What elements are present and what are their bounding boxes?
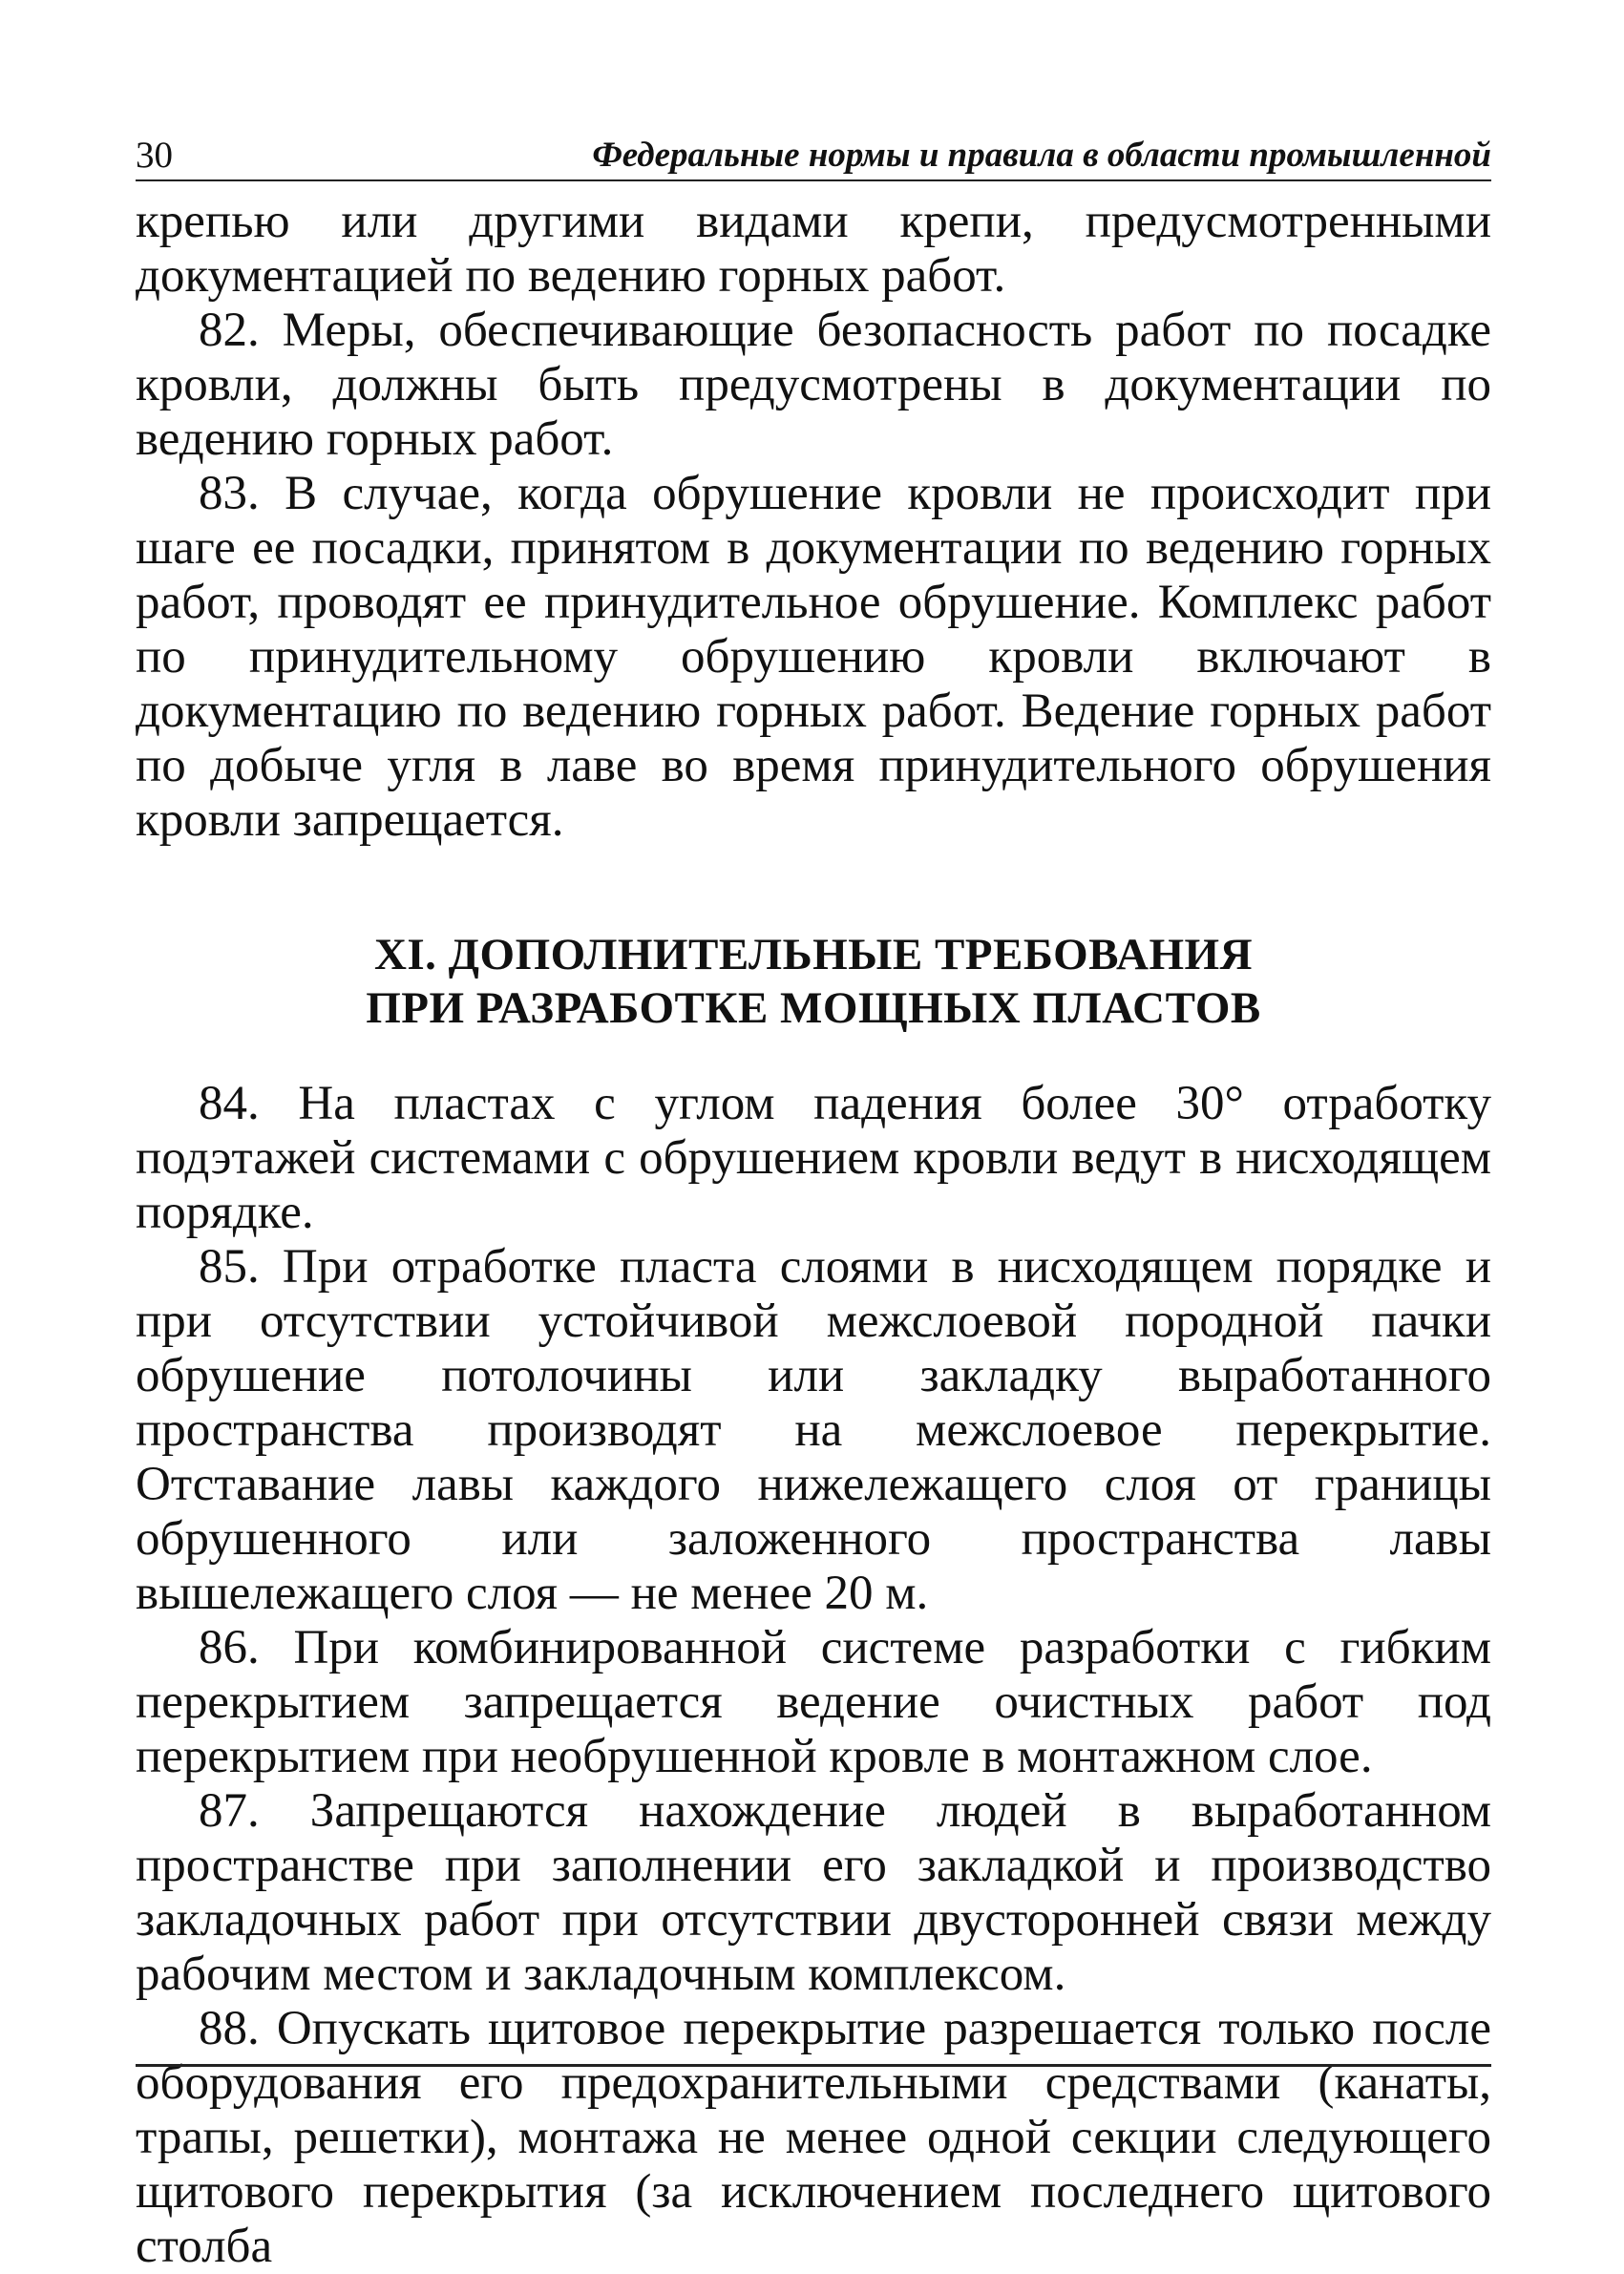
paragraph-88: 88. Опускать щитовое перекрытие разрешается только после оборудования его предохранительными средствами (канаты, трапы, решетки), монтажа не менее одной секции следующего щитового перекрытия (за исключением последнего щитового столба — [136, 2002, 1491, 2273]
paragraph-86: 86. При комбинированной системе разработки с гибким перекрытием запрещается ведение очистных работ под перекрытием при необрушенной кровле в монтажном слое. — [136, 1621, 1491, 1783]
running-header — [136, 130, 1491, 181]
section-heading — [136, 928, 1491, 1035]
page-number: 30 — [136, 135, 173, 176]
paragraph-84: 84. На пластах с углом падения более 30° отработку подэтажей системами с обрушением кровли ведут в нисходящем порядке. — [136, 1077, 1491, 1239]
body-text — [136, 195, 1491, 2274]
paragraph-82: 82. Меры, обеспечивающие безопасность работ по посадке кровли, должны быть предусмотрены в документации по ведению горных работ. — [136, 304, 1491, 466]
paragraph-85: 85. При отработке пласта слоями в нисходящем порядке и при отсутствии устойчивой межслоевой породной пачки обрушение потолочины или закладку выработанного пространства производят на межслоевое перекрытие. Отставание лавы каждого нижележащего слоя от границы обрушенного или заложенного пространства лавы вышележащего слоя — не менее 20 м. — [136, 1240, 1491, 1620]
section-heading-line-1: XI. ДОПОЛНИТЕЛЬНЫЕ ТРЕБОВАНИЯ — [373, 930, 1254, 979]
paragraph-83: 83. В случае, когда обрушение кровли не происходит при шаге ее посадки, принятом в документации по ведению горных работ, проводят ее принудительное обрушение. Комплекс работ по принудительному обрушению кровли включают в документацию по ведению горных работ. Ведение горных работ по добыче угля в лаве во время принудительного обрушения кровли запрещается. — [136, 467, 1491, 847]
document-page — [136, 130, 1491, 2274]
footer-rule — [136, 2064, 1491, 2067]
paragraph-87: 87. Запрещаются нахождение людей в выработанном пространстве при заполнении его закладкой и производство закладочных работ при отсутствии двусторонней связи между рабочим местом и закладочным комплексом. — [136, 1784, 1491, 2001]
section-heading-line-2: ПРИ РАЗРАБОТКЕ МОЩНЫХ ПЛАСТОВ — [366, 983, 1261, 1033]
paragraph-continuation: крепью или другими видами крепи, предусмотренными документацией по ведению горных работ. — [136, 195, 1491, 303]
running-title: Федеральные нормы и правила в области промышленной — [592, 136, 1491, 175]
